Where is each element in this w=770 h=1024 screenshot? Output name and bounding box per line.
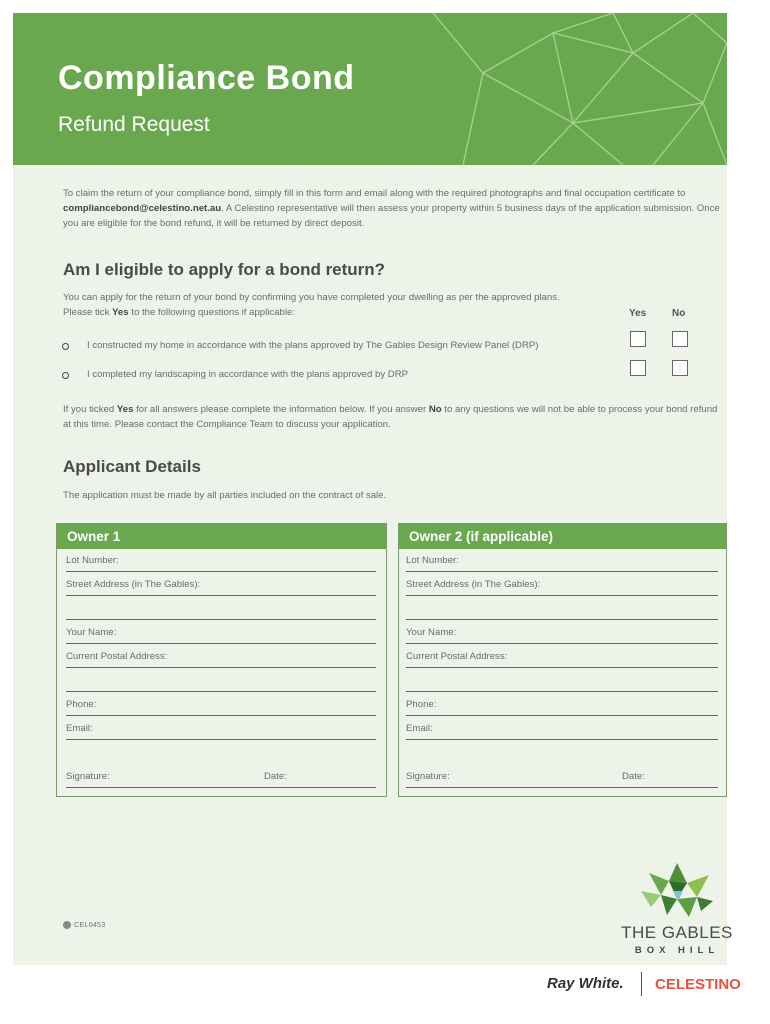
owner-1-postal-label: Current Postal Address:: [66, 651, 168, 662]
gables-leaf-logo-icon: [639, 861, 715, 923]
reference-code: [63, 920, 105, 929]
owner-1-email-label: Email:: [66, 723, 93, 734]
question-2: I completed my landscaping in accordance with the plans approved by DRP: [87, 369, 409, 380]
owner-2-lot-input[interactable]: [406, 571, 718, 572]
owner-2-postal-label: Current Postal Address:: [406, 651, 508, 662]
owner-2-title: Owner 2 (if applicable): [399, 524, 726, 549]
note-b: for all answers please complete the information below. If you answer: [133, 404, 429, 415]
q1-yes-checkbox[interactable]: [630, 331, 646, 347]
question-1: I constructed my home in accordance with the plans approved by The Gables Design Review Panel (DRP): [87, 340, 539, 351]
gables-brand: [613, 923, 741, 956]
eligibility-note: [63, 402, 723, 432]
page-subtitle: Refund Request: [58, 113, 210, 136]
owner-1-title: Owner 1: [57, 524, 386, 549]
owner-1-lot-label: Lot Number:: [66, 555, 119, 566]
owner-1-street-input-2[interactable]: [66, 619, 376, 620]
contact-email-link[interactable]: compliancebond@celestino.net.au: [63, 203, 222, 214]
eligibility-text-b: to the following questions if applicable:: [128, 307, 296, 318]
owner-2-street-input[interactable]: [406, 595, 718, 596]
owner-1-postal-input[interactable]: [66, 667, 376, 668]
celestino-logo: CELESTINO: [655, 976, 741, 993]
owner-2-date-label: Date:: [622, 771, 645, 782]
brand-line-2: BOX HILL: [634, 945, 720, 956]
recycle-icon: [63, 921, 71, 929]
owner-2-signature-label: Signature:: [406, 771, 450, 782]
owner-1-lot-input[interactable]: [66, 571, 376, 572]
note-c: to any questions we will not be able to process your bond refund at this time. Please contact the Compliance Team to discuss your application.: [63, 404, 718, 430]
owner-2-email-input[interactable]: [406, 739, 718, 740]
eligibility-heading: Am I eligible to apply for a bond return?: [63, 260, 386, 279]
owner-1-name-label: Your Name:: [66, 627, 117, 638]
owner-1-postal-input-2[interactable]: [66, 691, 376, 692]
owner-1-name-input[interactable]: [66, 643, 376, 644]
owner-2-email-label: Email:: [406, 723, 433, 734]
eligibility-text-a: You can apply for the return of your bond by confirming you have completed your dwelling as per the approved plans. Please tick: [63, 292, 560, 318]
raywhite-logo: Ray White.: [547, 975, 624, 992]
page-title: Compliance Bond: [58, 59, 355, 97]
owner-1-phone-label: Phone:: [66, 699, 97, 710]
owner-1-email-input[interactable]: [66, 739, 376, 740]
owner-2-signature-input[interactable]: [406, 787, 718, 788]
owner-1-signature-label: Signature:: [66, 771, 110, 782]
owner-2-street-input-2[interactable]: [406, 619, 718, 620]
applicant-heading: Applicant Details: [63, 457, 201, 476]
owner-1-panel: [56, 523, 387, 797]
bullet-icon: [62, 372, 69, 379]
brand-line-1: THE GABLES: [621, 923, 733, 942]
owner-2-lot-label: Lot Number:: [406, 555, 459, 566]
owner-1-street-input[interactable]: [66, 595, 376, 596]
owner-2-street-label: Street Address (in The Gables):: [406, 579, 541, 590]
reference-code-text: CEL0453: [74, 920, 106, 929]
owner-1-phone-input[interactable]: [66, 715, 376, 716]
applicant-note: The application must be made by all parties included on the contract of sale.: [63, 490, 387, 501]
owner-2-phone-input[interactable]: [406, 715, 718, 716]
intro-paragraph: [63, 186, 723, 231]
owner-2-postal-input-2[interactable]: [406, 691, 718, 692]
owner-1-date-label: Date:: [264, 771, 287, 782]
note-no: No: [428, 404, 442, 415]
owner-2-name-input[interactable]: [406, 643, 718, 644]
intro-text-end: . A Celestino representative will then assess your property within 5 business days of the application submission. Once you are eligible for the bond refund, it will be returned by direct deposit.: [63, 203, 720, 229]
form-page: [13, 13, 733, 965]
q1-no-checkbox[interactable]: [672, 331, 688, 347]
owner-2-postal-input[interactable]: [406, 667, 718, 668]
owner-1-street-label: Street Address (in The Gables):: [66, 579, 201, 590]
owner-1-signature-input[interactable]: [66, 787, 376, 788]
eligibility-text: [63, 290, 573, 320]
owner-2-name-label: Your Name:: [406, 627, 457, 638]
note-yes: Yes: [116, 404, 134, 415]
q2-no-checkbox[interactable]: [672, 360, 688, 376]
owner-2-phone-label: Phone:: [406, 699, 437, 710]
owner-2-panel: [398, 523, 727, 797]
intro-text: To claim the return of your compliance bond, simply fill in this form and email along with the required photographs and final occupation certificate to: [63, 188, 686, 199]
q2-yes-checkbox[interactable]: [630, 360, 646, 376]
logo-divider: [641, 972, 642, 996]
yes-column-header: Yes: [629, 308, 647, 319]
bullet-icon: [62, 343, 69, 350]
header-banner: [13, 13, 727, 165]
eligibility-text-yes: Yes: [112, 307, 129, 318]
no-column-header: No: [672, 308, 686, 319]
note-a: If you ticked: [63, 404, 117, 415]
